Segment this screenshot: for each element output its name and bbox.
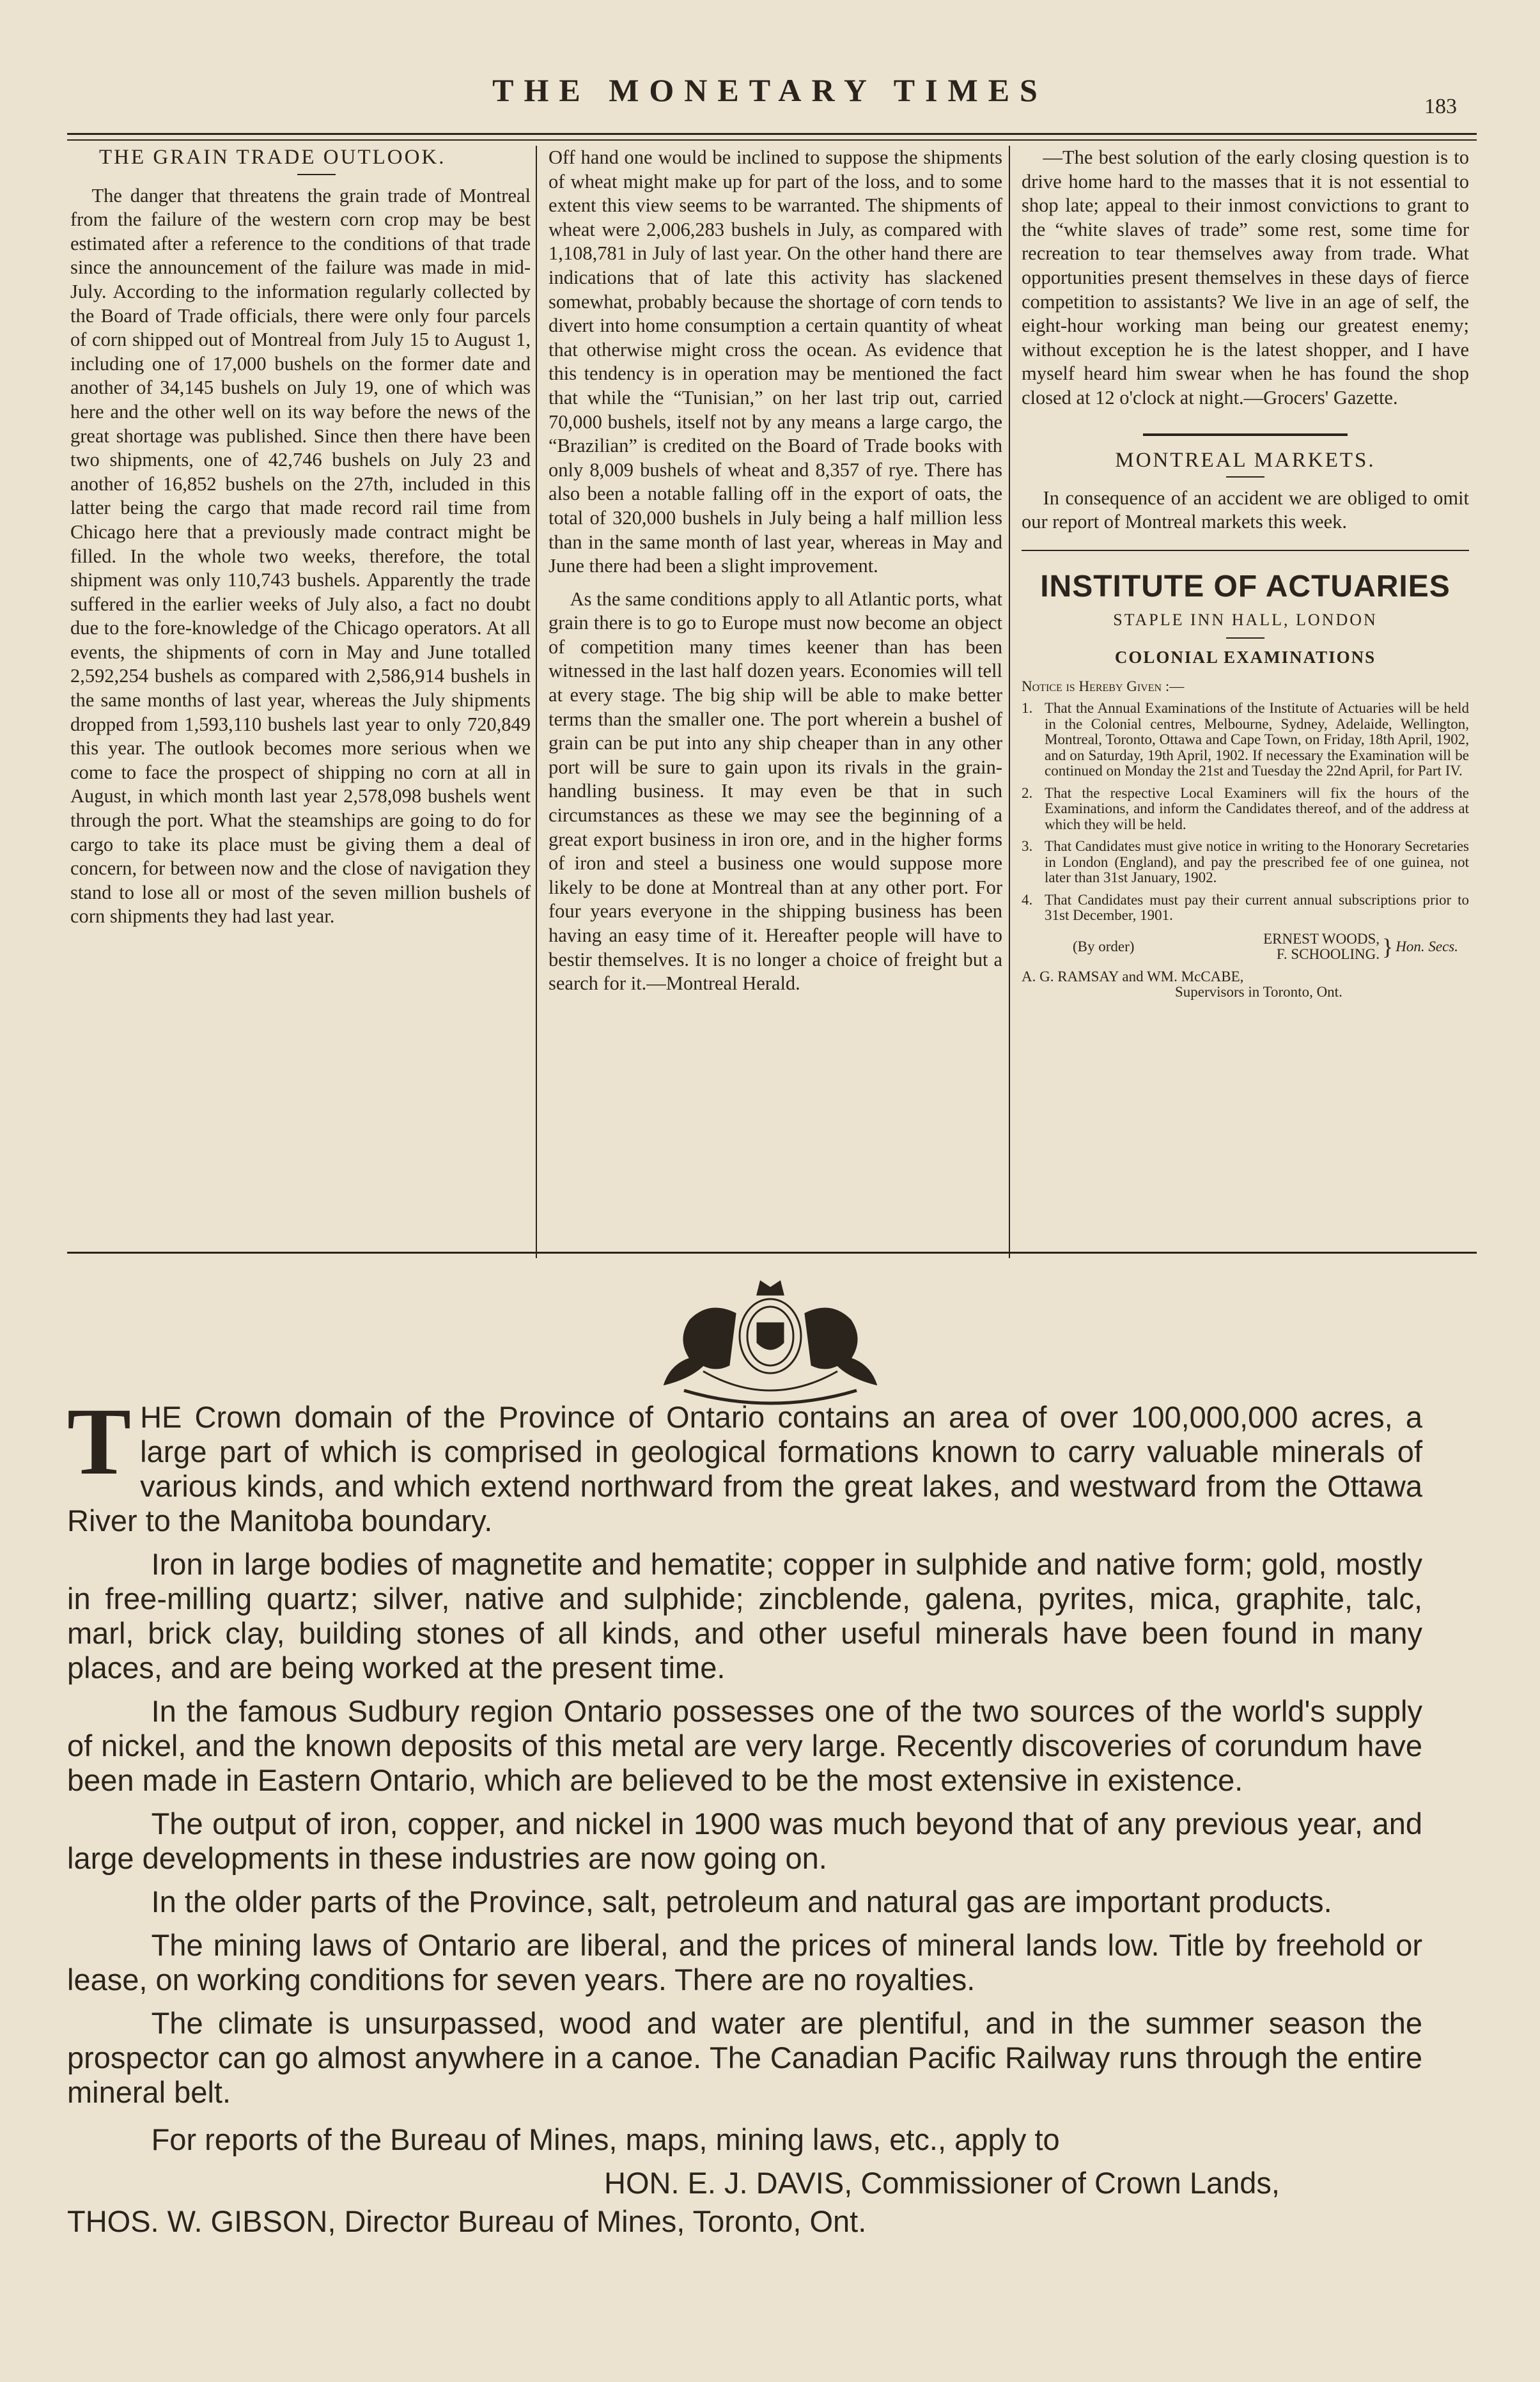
item-number: 2. [1022, 784, 1033, 801]
signature-block [1022, 931, 1469, 963]
supervisors-role: Supervisors in Toronto, Ont. [1175, 984, 1342, 1000]
header-rule-thin [67, 139, 1477, 141]
columns-bottom-rule [67, 1252, 1477, 1254]
montreal-paragraph: In consequence of an accident we are obliged to omit our report of Montreal markets this week. [1022, 487, 1469, 533]
column-1 [70, 146, 531, 929]
advert-paragraph: In the older parts of the Province, salt, petroleum and natural gas are important products. [151, 1885, 1332, 1919]
item-number: 3. [1022, 838, 1033, 855]
column-divider-1 [536, 146, 537, 1258]
item-text: That Candidates must give notice in writing to the Honorary Secretaries in London (England), and pay the prescribed fee of one guinea, not later than 31st January, 1902. [1045, 838, 1469, 886]
secretary-1: ERNEST WOODS, [1263, 930, 1380, 947]
institute-item [1022, 892, 1469, 924]
ontario-advert [67, 1389, 1422, 2239]
item-number: 4. [1022, 891, 1033, 908]
advert-paragraph: The climate is unsurpassed, wood and water are plentiful, and in the summer season the prospector can go almost anywhere in a canoe. The Canadian Pacific Railway runs through the entire mineral belt. [67, 2006, 1422, 2109]
advert-commissioner: HON. E. J. DAVIS, Commissioner of Crown Lands, [604, 2166, 1280, 2200]
supervisors-names: A. G. RAMSAY and WM. McCABE, [1022, 968, 1244, 985]
institute-notice: Notice is Hereby Given :— [1022, 678, 1185, 694]
montreal-dash [1226, 476, 1264, 478]
item-text: That Candidates must pay their current annual subscriptions prior to 31st December, 1901. [1045, 891, 1469, 924]
institute-item [1022, 839, 1469, 886]
advert-first-paragraph [67, 1389, 1422, 1538]
column-2 [548, 146, 1002, 996]
advert-first-text: HE Crown domain of the Province of Ontario contains an area of over 100,000,000 acres, a large part of which is comprised in geological formations known to carry valuable minerals of various kinds, and which extend northward from the great lakes, and westward from the Ottawa River to the Manitoba boundary. [67, 1400, 1422, 1537]
closing-paragraph: —The best solution of the early closing question is to drive home hard to the masses that it is not essential to shop late; appeal to their inmost convictions to grant to the “white slaves of trade” some rest, some time for recreation to tear themselves away from trade. What opportunities present themselves in these days of fierce competition to assistants? We live in an age of self, the eight-hour working man being our greatest enemy; without exception he is the latest shopper, and I have myself heard him swear when he has found the shop closed at 12 o'clock at night.—Grocers' Gazette. [1022, 146, 1469, 409]
advert-paragraph: In the famous Sudbury region Ontario possesses one of the two sources of the world's supply of nickel, and the known deposits of this metal are very large. Recently discoveries of corundum have been made in Eastern Ontario, which are believed to be the most extensive in existence. [67, 1694, 1422, 1797]
coat-of-arms-icon [646, 1275, 895, 1410]
institute-top-rule [1022, 550, 1469, 551]
by-order: (By order) [1073, 938, 1135, 954]
hon-secs: Hon. Secs. [1396, 938, 1459, 954]
grain-paragraph-2: Off hand one would be inclined to suppose the shipments of wheat might make up for part of the loss, and to some extent this view seems to be warranted. The shipments of wheat were 2,006,283 bushels in July, as compared with 1,108,781 in July of last year. On the other hand there are indications that of late this activity has slackened somewhat, probably because the shortage of corn tends to divert into home consumption a certain quantity of wheat that otherwise might cross the ocean. As evidence that this tendency is in operation may be mentioned the fact that while the “Tunisian,” on her last trip out, carried 70,000 bushels, itself not by any means a large cargo, the “Brazilian” is credited on the Board of Trade books with only 8,009 bushels of wheat and 8,357 of rye. There has also been a notable falling off in the export of oats, the total of 320,000 bushels in July being a half million less than in the same month of last year, whereas in May and June there had been a slight improvement. [548, 146, 1002, 577]
header-rule [67, 133, 1477, 135]
heading-dash [297, 174, 336, 175]
secretary-2: F. SCHOOLING. [1276, 946, 1380, 963]
item-number: 1. [1022, 700, 1033, 717]
brace: } [1382, 933, 1394, 960]
section-divider [1143, 433, 1348, 436]
institute-subtitle: STAPLE INN HALL, LONDON [1113, 610, 1378, 629]
page-number: 183 [1424, 95, 1457, 118]
institute-title: INSTITUTE OF ACTUARIES [1040, 569, 1451, 603]
masthead-title: THE MONETARY TIMES [492, 72, 1048, 108]
coat-of-arms [646, 1275, 895, 1410]
grain-paragraph-3: As the same conditions apply to all Atlantic ports, what grain there is to go to Europe must now become an object of competition many times keener than has been witnessed in the last half dozen years. Economies will tell at every stage. The big ship will be able to make better terms than the smaller one. The port wherein a bushel of grain can be put into any ship cheaper than in any other port will be sure to gain upon its rivals in the grain-handling business. It may even be that in such circumstances as these we may see the beginning of a great export business in iron ore, and in the higher forms of iron and steel a business one would suppose more likely to be done at Montreal than at any other port. For four years everyone in the shipping business has been having an easy time of it. Hereafter people will have to bestir themselves. It is no longer a choice of freight but a search for it.—Montreal Herald. [548, 588, 1002, 995]
institute-item [1022, 701, 1469, 779]
institute-notice-block [1022, 679, 1469, 1000]
institute-section: COLONIAL EXAMINATIONS [1114, 647, 1376, 667]
institute-dash [1226, 637, 1264, 639]
secretaries [1201, 931, 1380, 963]
grain-heading: THE GRAIN TRADE OUTLOOK. [99, 146, 446, 169]
advert-paragraph: Iron in large bodies of magnetite and hematite; copper in sulphide and native form; gold, mostly in free-milling quartz; silver, native and sulphide; zincblende, galena, pyrites, mica, graphite, talc, marl, brick clay, building stones of all kinds, and other useful minerals have been found in many places, and are being worked at the present time. [67, 1547, 1422, 1685]
advert-apply: For reports of the Bureau of Mines, maps, mining laws, etc., apply to [151, 2122, 1060, 2156]
item-text: That the Annual Examinations of the Institute of Actuaries will be held in the Colonial centres, Melbourne, Sydney, Adelaide, Wellington, Montreal, Toronto, Ottawa and Cape Town, on Friday, 18th April, 1902, and on Saturday, 19th April, 1902. If necessary the Examination will be continued on Monday the 21st and Tuesday the 22nd April, for Part IV. [1045, 700, 1469, 779]
montreal-heading: MONTREAL MARKETS. [1115, 448, 1376, 472]
advert-director: THOS. W. GIBSON, Director Bureau of Mines, Toronto, Ont. [67, 2204, 867, 2238]
institute-item [1022, 786, 1469, 833]
advert-paragraph: The output of iron, copper, and nickel in 1900 was much beyond that of any previous year, and large developments in these industries are now going on. [67, 1807, 1422, 1875]
item-text: That the respective Local Examiners will fix the hours of the Examinations, and inform the Candidates thereof, and of the address at which they will be held. [1045, 784, 1469, 832]
drop-cap: T [67, 1389, 132, 1495]
advert-paragraph: The mining laws of Ontario are liberal, and the prices of mineral lands low. Title by freehold or lease, on working conditions for seven years. There are no royalties. [67, 1928, 1422, 1997]
grain-paragraph-1: The danger that threatens the grain trade of Montreal from the failure of the western corn crop may be best estimated after a reference to the conditions of that trade since the announcement of the failure was made in mid-July. According to the information regularly collected by the Board of Trade officials, there were only four parcels of corn shipped out of Montreal from July 15 to August 1, including one of 17,000 bushels on the former date and another of 34,145 bushels on July 19, one of which was here and the other well on its way before the news of the great shortage was published. Since then there have been two shipments, one of 42,746 bushels on July 23 and another of 16,852 bushels on the 27th, included in this latter being the cargo that made record rail time from Chicago here that a previously made contract might be filled. In the whole two weeks, therefore, the total shipment was only 110,743 bushels. Apparently the trade suffered in the earlier weeks of July also, a fact no doubt due to the fore-knowledge of the Chicago operators. At all events, the shipments of corn in May and June totalled 2,592,254 bushels as compared with 2,586,914 bushels in the same months of last year, whereas the July shipments dropped from 1,593,110 bushels last year to only 720,849 this year. The outlook becomes more serious when we come to face the prospect of shipping no corn at all in August, in which month last year 2,578,098 bushels went through the port. What the steamships are going to do for cargo to take its place must be giving them a deal of concern, for between now and the close of navigation they stand to lose all or most of the seven million bushels of corn shipments they had last year. [70, 184, 531, 928]
column-3 [1022, 146, 1469, 1000]
column-divider-2 [1009, 146, 1010, 1258]
